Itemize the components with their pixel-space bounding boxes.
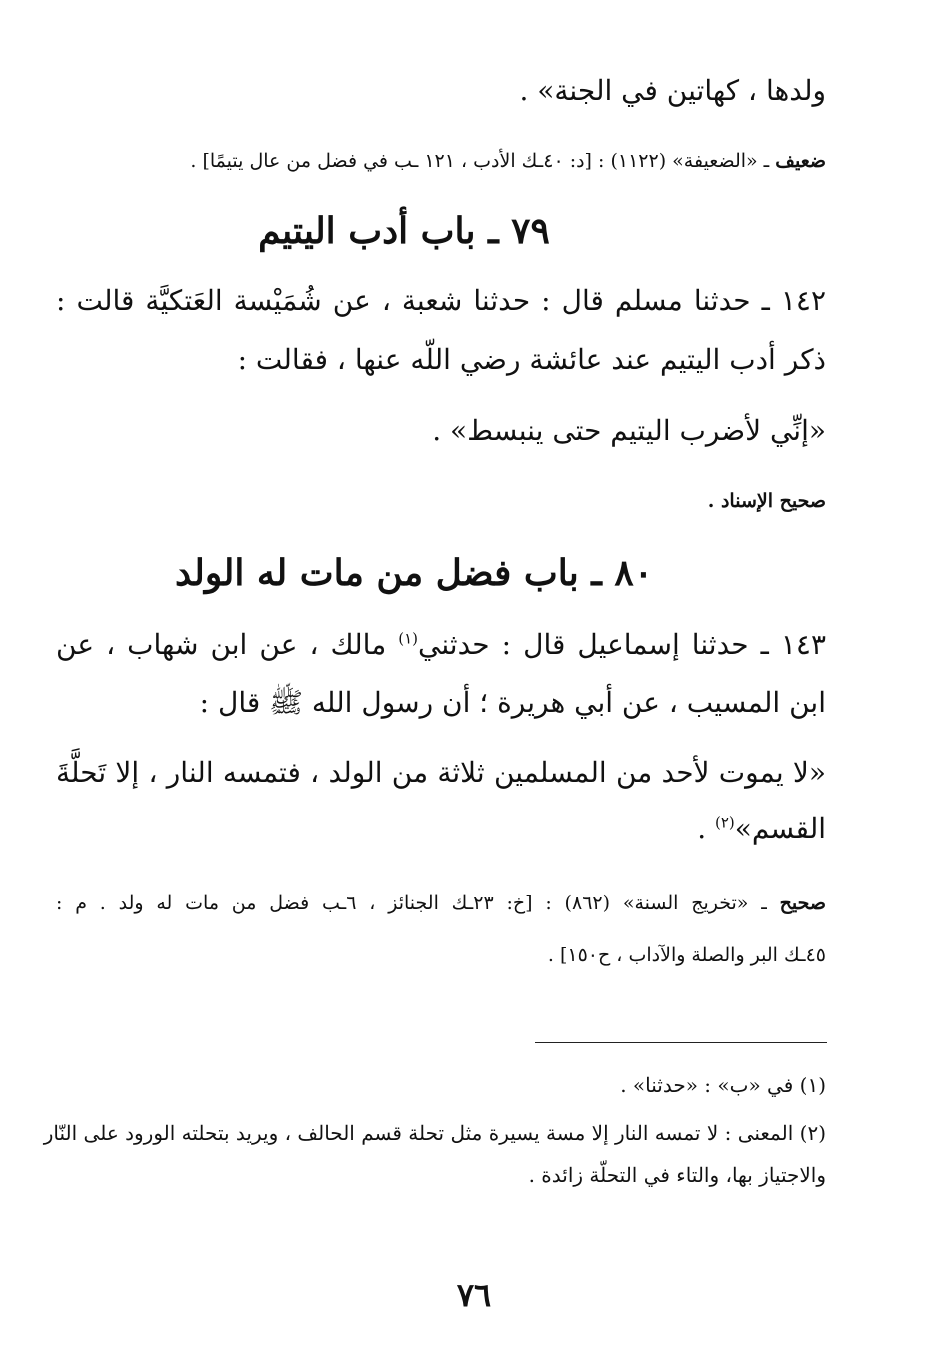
hadith-143-line-1b: مالك ، عن ابن شهاب ، عن [56,628,399,661]
hadith-143-line-4a: القسم» [734,812,826,845]
grading-line-3-cont: ٤٥ـك البر والصلة والآداب ، ح١٥٠] . [547,944,826,966]
grading-line-1 [190,150,826,173]
chapter-heading-80 [0,552,948,595]
chapter-heading-80-text: ٨٠ ـ باب فضل من مات له الولد [174,552,654,594]
hadith-142-line-1: ١٤٢ ـ حدثنا مسلم قال : حدثنا شعبة ، عن شُمَيْسة العَتكيَّة قالت : [56,284,826,317]
grade-label: ضعيف [775,150,826,172]
hadith-142-line-3: «إنِّي لأضرب اليتيم حتى ينبسط» . [432,414,826,447]
hadith-142-line-2: ذكر أدب اليتيم عند عائشة رضي اللّه عنها ، فقالت : [237,343,826,376]
footnote-ref-1: (١) [398,629,419,648]
chapter-heading-79 [0,210,948,253]
hadith-143-line-4 [697,812,826,846]
hadith-143-line-1 [56,628,826,662]
grading-line-3 [56,892,826,915]
footnote-1: (١) في «ب» : «حدثنا» . [620,1073,826,1097]
footnote-ref-2: (٢) [715,813,735,832]
hadith-143-line-1a: ١٤٣ ـ حدثنا إسماعيل قال : حدثني [418,628,826,661]
grade-source: ـ «الضعيفة» (١١٢٢) : [د: ٤٠ـك الأدب ، ١٢١ ـب في فضل من عال يتيمًا] . [190,150,776,172]
footnote-2-line-1: (٢) المعنى : لا تمسه النار إلا مسة يسيرة مثل تحلة قسم الحالف ، ويريد بتحلته الورود على النّار [43,1121,826,1145]
footnote-2-line-2: والاجتياز بها، والتاء في التحلّة زائدة . [528,1163,826,1187]
grade-source-3: ـ «تخريج السنة» (٨٦٢) : [خ: ٢٣ـك الجنائز ، ٦ـب فضل من مات له ولد . م : [56,892,780,914]
grading-line-2: صحيح الإسناد . [707,490,826,512]
text-line-1: ولدها ، كهاتين في الجنة» . [519,74,826,107]
page-number: ٧٦ [456,1276,492,1314]
grade-label-3: صحيح [779,892,826,914]
hadith-143-line-2: ابن المسيب ، عن أبي هريرة ؛ أن رسول الله ﷺ قال : [199,686,826,719]
hadith-143-line-4b: . [697,812,715,845]
hadith-143-line-3: «لا يموت لأحد من المسلمين ثلاثة من الولد ، فتمسه النار ، إلا تَحلَّةَ [56,756,826,789]
footnote-divider [535,1042,827,1043]
chapter-heading-79-text: ٧٩ ـ باب أدب اليتيم [258,210,550,252]
